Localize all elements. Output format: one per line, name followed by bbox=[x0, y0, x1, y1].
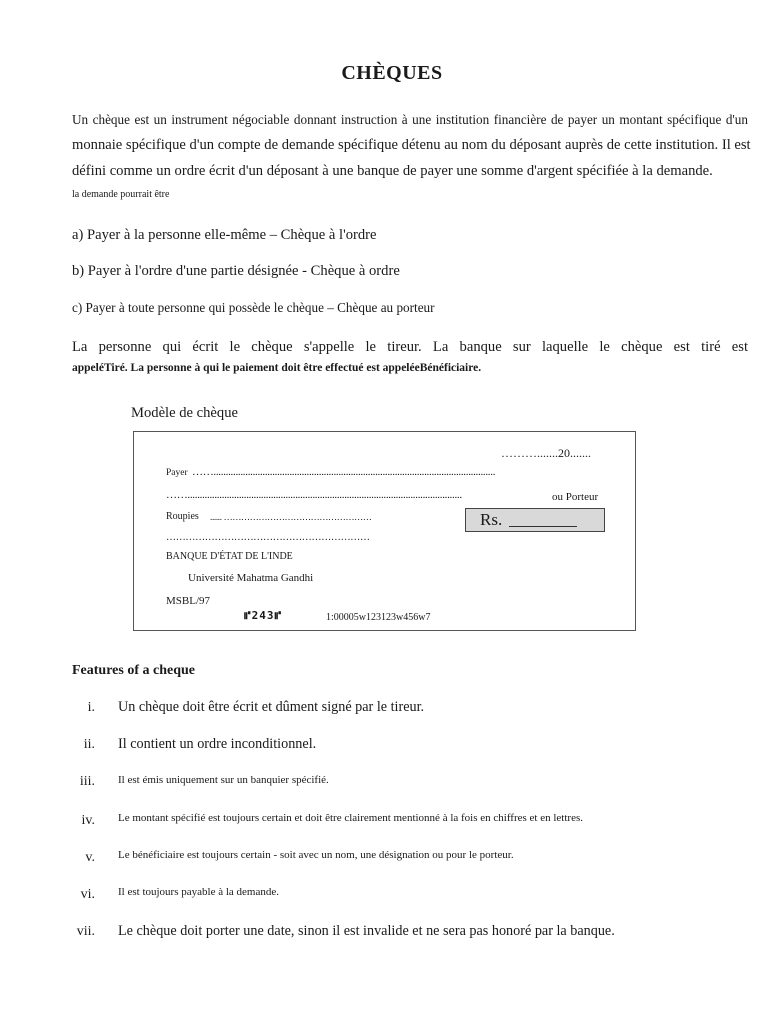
intro-line-2: monnaie spécifique d'un compte de demande spécifique détenu au nom du déposant auprès de cette institution. Il est bbox=[72, 137, 751, 153]
feature-item: Il est toujours payable à la demande. bbox=[118, 886, 279, 898]
cheque-rupees-line: ...... …………………………………………… bbox=[210, 512, 372, 522]
feature-item: Le bénéficiaire est toujours certain - soit avec un nom, une désignation ou pour le porteur. bbox=[118, 849, 514, 861]
page-title: CHÈQUES bbox=[341, 62, 443, 84]
cheque-payee-label: Payer bbox=[166, 468, 188, 478]
feature-item: Le montant spécifié est toujours certain et doit être clairement mentionné à la fois en chiffres et en lettres. bbox=[118, 812, 583, 824]
cheque-sample bbox=[133, 431, 636, 631]
rs-label: Rs. bbox=[480, 510, 503, 529]
cheque-date: ……….......20....... bbox=[501, 446, 591, 460]
cheque-amount-box bbox=[465, 508, 605, 532]
feature-number: iv. bbox=[81, 813, 95, 828]
feature-number: v. bbox=[85, 850, 95, 865]
cheque-code: MSBL/97 bbox=[166, 595, 211, 607]
cheque-fourth-line: ……………………………………………………… bbox=[166, 532, 370, 543]
feature-number: vii. bbox=[76, 924, 95, 939]
feature-number: i. bbox=[87, 700, 95, 715]
cheque-number: ⑈243⑈ bbox=[244, 609, 283, 622]
cheque-model-label: Modèle de chèque bbox=[131, 405, 238, 421]
cheque-rupees-label: Roupies bbox=[166, 511, 199, 522]
feature-item: Un chèque doit être écrit et dûment signé par le tireur. bbox=[118, 699, 425, 715]
intro-line-3: défini comme un ordre écrit d'un déposant à une banque de payer une somme d'argent spécifiée à la demande. bbox=[72, 163, 713, 179]
feature-number: vi. bbox=[80, 887, 95, 902]
feature-item: Il contient un ordre inconditionnel. bbox=[118, 736, 317, 752]
feature-number: ii. bbox=[83, 737, 95, 752]
option-a: a) Payer à la personne elle-même – Chèque à l'ordre bbox=[72, 227, 377, 243]
intro-line-4: la demande pourrait être bbox=[72, 189, 170, 200]
drawer-line-2: appeléTiré. La personne à qui le paiement doit être effectué est appeléeBénéficiaire. bbox=[72, 362, 482, 374]
feature-number: iii. bbox=[79, 774, 95, 789]
option-b: b) Payer à l'ordre d'une partie désignée - Chèque à ordre bbox=[72, 263, 400, 279]
cheque-micr-code: 1:00005w123123w456w7 bbox=[326, 612, 431, 623]
cheque-payee-line: ……................................................................................................................... bbox=[192, 466, 496, 478]
feature-item: Le chèque doit porter une date, sinon il est invalide et ne sera pas honoré par la banque. bbox=[118, 923, 615, 939]
cheque-branch: Université Mahatma Gandhi bbox=[188, 572, 314, 584]
amount-line bbox=[509, 526, 577, 527]
feature-item: Il est émis uniquement sur un banquier spécifié. bbox=[118, 774, 329, 786]
option-c: c) Payer à toute personne qui possède le chèque – Chèque au porteur bbox=[72, 300, 435, 315]
cheque-bearer: ou Porteur bbox=[552, 491, 599, 503]
cheque-bank-name: BANQUE D'ÉTAT DE L'INDE bbox=[166, 551, 293, 562]
drawer-line-1: La personne qui écrit le chèque s'appelle le tireur. La banque sur laquelle le chèque est tiré est bbox=[72, 339, 748, 355]
cheque-second-line: ……................................................................................................................ bbox=[166, 489, 462, 501]
intro-line-1: Un chèque est un instrument négociable donnant instruction à une institution financière de payer un montant spécifique d'un bbox=[72, 112, 748, 127]
features-heading: Features of a cheque bbox=[72, 663, 195, 678]
